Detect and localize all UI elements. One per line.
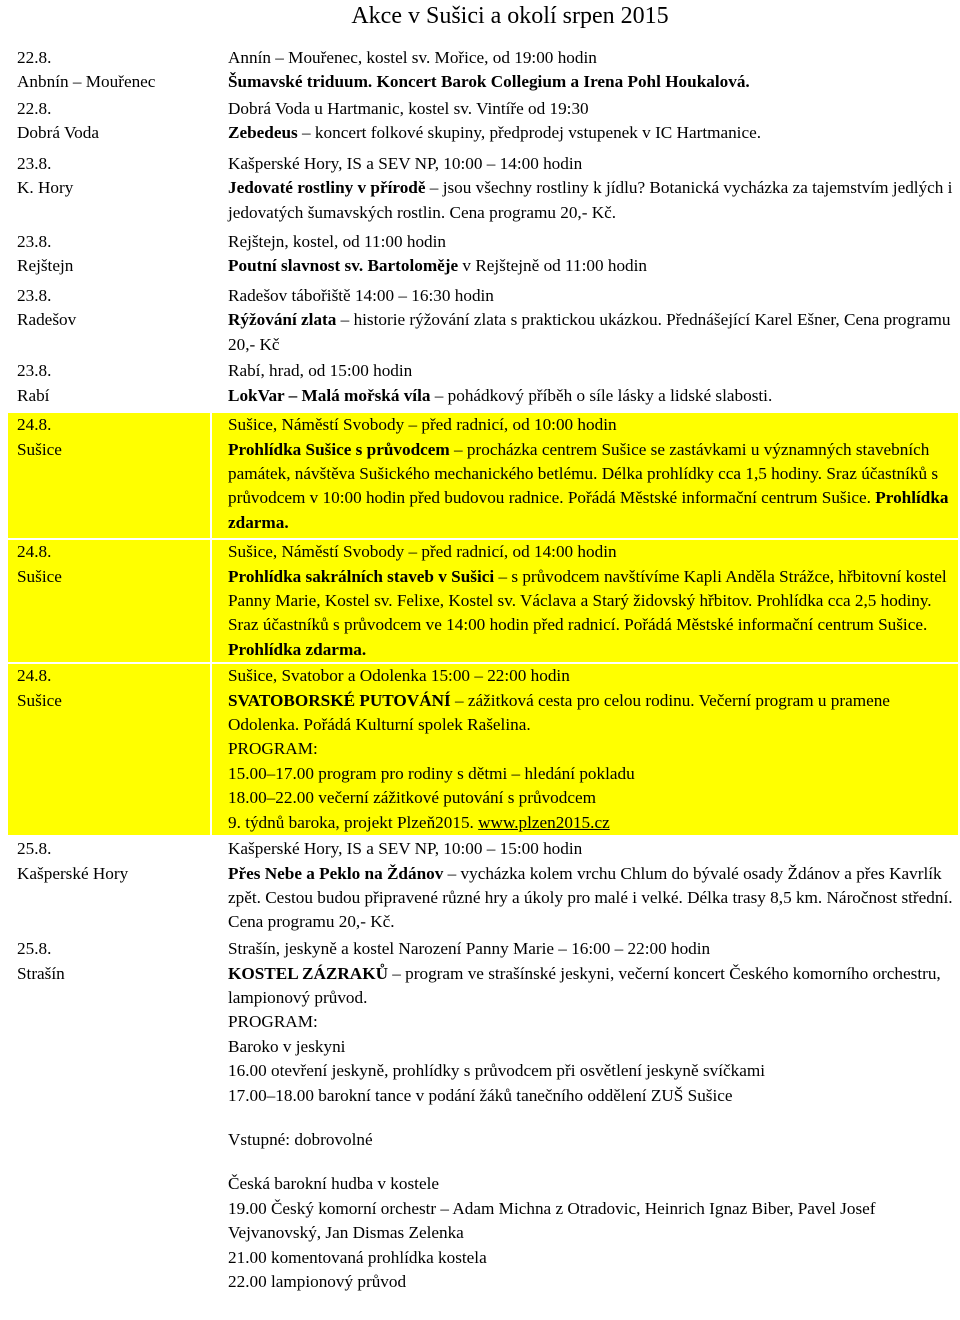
- event-name: LokVar – Malá mořská víla: [228, 385, 431, 405]
- event-date-cell: [7, 45, 211, 96]
- event-place: Strašín: [17, 963, 65, 983]
- program-line: PROGRAM:: [228, 739, 318, 759]
- event-place: Sušice: [17, 439, 62, 459]
- event-date-cell: [7, 151, 211, 229]
- event-desc-text: – program ve strašínské jeskyni, večerní koncert Českého komorního orchestru, lampionový průvod.: [228, 963, 941, 1007]
- event-desc-text: – koncert folkové skupiny, předprodej vstupenek v IC Hartmanice.: [297, 123, 762, 143]
- event-location: Strašín, jeskyně a kostel Narození Panny Marie – 16:00 – 22:00 hodin: [228, 939, 711, 959]
- event-row: [7, 663, 959, 836]
- event-detail-cell: [211, 151, 959, 229]
- program-line: 15.00–17.00 program pro rodiny s dětmi – hledání pokladu: [228, 763, 635, 783]
- event-place: Radešov: [17, 310, 77, 330]
- event-desc-text: – pohádkový příběh o síle lásky a lidské slabosti.: [430, 385, 773, 405]
- event-desc-text: – jsou všechny rostliny k jídlu? Botanická vycházka za tajemstvím jedlých i jedovatých šumavských rostlin. Cena programu 20,- Kč.: [228, 178, 953, 222]
- event-place: K. Hory: [17, 178, 74, 198]
- event-date: 23.8.: [17, 154, 52, 173]
- event-row: [7, 539, 959, 663]
- event-place: Anbnín – Mouřenec: [17, 72, 156, 92]
- event-detail-cell: [211, 836, 959, 936]
- event-detail-cell: [211, 936, 959, 1296]
- page-title: Akce v Sušici a okolí srpen 2015: [351, 3, 669, 29]
- event-row: [7, 151, 959, 229]
- event-date-cell: [7, 936, 211, 1296]
- event-name: Jedovaté rostliny v přírodě: [228, 178, 426, 198]
- event-location: Dobrá Voda u Hartmanic, kostel sv. Vintíře od 19:30: [228, 99, 589, 118]
- event-description: [228, 689, 958, 738]
- event-place: Rejštejn: [17, 256, 74, 276]
- program-line: 18.00–22.00 večerní zážitkové putování s průvodcem: [228, 788, 596, 808]
- event-location: Sušice, Náměstí Svobody – před radnicí, od 10:00 hodin: [228, 415, 617, 435]
- event-place: Sušice: [17, 690, 62, 710]
- event-date: 23.8.: [17, 361, 52, 381]
- event-desc-text: – historie rýžování zlata s praktickou ukázkou. Přednášející Karel Ešner, Cena programu 20,- Kč: [228, 310, 951, 354]
- event-date-cell: [7, 229, 211, 283]
- event-name: KOSTEL ZÁZRAKŮ: [228, 963, 388, 983]
- program-line: 17.00–18.00 barokní tance v podání žáků tanečního oddělení ZUŠ Sušice: [228, 1085, 733, 1105]
- event-name: Rýžování zlata: [228, 310, 337, 330]
- event-name: Poutní slavnost sv. Bartoloměje: [228, 256, 459, 276]
- program-line: 16.00 otevření jeskyně, prohlídky s průvodcem při osvětlení jeskyně svíčkami: [228, 1061, 766, 1081]
- event-desc-text: – zážitková cesta pro celou rodinu. Večerní program u pramene Odolenka. Pořádá Kulturní spolek Rašelina.: [228, 690, 890, 735]
- event-location: Rabí, hrad, od 15:00 hodin: [228, 361, 413, 381]
- event-date-cell: [7, 96, 211, 151]
- event-detail-cell: [211, 283, 959, 358]
- event-detail-cell: [211, 539, 959, 663]
- spacer: [228, 1152, 958, 1172]
- program-line: 22.00 lampionový průvod: [228, 1271, 407, 1291]
- event-detail-cell: [211, 96, 959, 151]
- event-desc-text: v Rejštejně od 11:00 hodin: [458, 256, 648, 276]
- event-name: Přes Nebe a Peklo na Ždánov: [228, 863, 444, 883]
- event-detail-cell: [211, 412, 959, 539]
- event-name: Šumavské triduum. Koncert Barok Collegium a Irena Pohl Houkalová.: [228, 72, 750, 92]
- event-date: 22.8.: [17, 99, 52, 118]
- event-place: Rabí: [17, 385, 50, 405]
- event-row: [7, 836, 959, 936]
- event-location: Radešov tábořiště 14:00 – 16:30 hodin: [228, 286, 494, 305]
- event-date-cell: [7, 663, 211, 836]
- program-line: PROGRAM:: [228, 1012, 318, 1032]
- event-desc-text: – s průvodcem navštívíme Kapli Anděla Strážce, hřbitovní kostel Panny Marie, Kostel sv. Felixe, Kostel sv. Václava a Starý židovský hřbitov. Prohlídka cca 2,5 hodiny. Sraz účastníků s průvodcem ve 14:00 hodin před radnicí. Pořádá Městské informační centrum Sušice.: [228, 566, 947, 635]
- event-location: Kašperské Hory, IS a SEV NP, 10:00 – 15:00 hodin: [228, 839, 583, 859]
- event-place: Dobrá Voda: [17, 123, 99, 143]
- event-date: 25.8.: [17, 939, 52, 959]
- event-row: [7, 45, 959, 96]
- event-description: [228, 176, 958, 225]
- event-row: [7, 936, 959, 1296]
- event-description: [228, 254, 958, 278]
- event-description: [228, 862, 958, 935]
- event-date-cell: [7, 539, 211, 663]
- event-date: 24.8.: [17, 666, 52, 686]
- event-location: Annín – Mouřenec, kostel sv. Mořice, od 19:00 hodin: [228, 48, 597, 67]
- event-date: 25.8.: [17, 839, 52, 859]
- event-row: [7, 283, 959, 358]
- spacer: [228, 1108, 958, 1128]
- event-name: Prohlídka Sušice s průvodcem: [228, 439, 450, 459]
- event-place: Sušice: [17, 566, 62, 586]
- event-description: [228, 438, 958, 536]
- project-text: 9. týdnů baroka, projekt Plzeň2015.: [228, 812, 479, 832]
- event-detail-cell: [211, 663, 959, 836]
- event-detail-cell: [211, 45, 959, 96]
- program-line: 19.00 Český komorní orchestr – Adam Michna z Otradovic, Heinrich Ignaz Biber, Pavel Josef Vejvanovský, Jan Dismas Zelenka: [228, 1198, 876, 1243]
- event-description: [228, 962, 958, 1011]
- event-desc-text: – procházka centrem Sušice se zastávkami u významných stavebních památek, návštěva Sušického mechanického betlému. Délka prohlídky cca 1,5 hodiny. Sraz účastníků s průvodcem v 10:00 hodin před budovou radnice. Pořádá Městské informační centrum Sušice.: [228, 439, 939, 508]
- event-desc-text: – vycházka kolem vrchu Chlum do bývalé osady Ždánov a přes Kavrlík zpět. Cestou budou připravené různé hry a úkoly pro malé i velké. Délka trasy 8,5 km. Náročnost střední. Cena programu 20,- Kč.: [228, 863, 953, 932]
- event-row: [7, 96, 959, 151]
- event-row: [7, 412, 959, 539]
- event-date: 23.8.: [17, 286, 52, 305]
- project-link[interactable]: www.plzen2015.cz: [478, 812, 610, 832]
- program-line: Baroko v jeskyni: [228, 1036, 346, 1056]
- event-date: 23.8.: [17, 232, 52, 251]
- event-date-cell: [7, 412, 211, 539]
- event-name: Prohlídka sakrálních staveb v Sušici: [228, 566, 495, 586]
- event-description: [228, 121, 958, 145]
- event-date: 24.8.: [17, 415, 52, 435]
- event-free-note: Prohlídka zdarma.: [228, 488, 949, 532]
- event-description: [228, 70, 958, 94]
- event-row: [7, 229, 959, 283]
- event-description: [228, 308, 958, 357]
- event-description: [228, 384, 958, 408]
- program-line: 21.00 komentovaná prohlídka kostela: [228, 1247, 487, 1267]
- event-date-cell: [7, 836, 211, 936]
- event-detail-cell: [211, 358, 959, 412]
- events-table: [6, 44, 960, 1297]
- event-location: Rejštejn, kostel, od 11:00 hodin: [228, 232, 447, 251]
- entry-fee: Vstupné: dobrovolné: [228, 1129, 373, 1149]
- project-note: [228, 811, 958, 835]
- event-name: Zebedeus: [228, 123, 298, 143]
- program-line: Česká barokní hudba v kostele: [228, 1174, 439, 1194]
- event-row: [7, 358, 959, 412]
- event-date: 22.8.: [17, 48, 52, 67]
- event-date-cell: [7, 358, 211, 412]
- event-date: 24.8.: [17, 542, 52, 562]
- event-location: Sušice, Náměstí Svobody – před radnicí, od 14:00 hodin: [228, 542, 617, 562]
- event-location: Sušice, Svatobor a Odolenka 15:00 – 22:00 hodin: [228, 666, 570, 686]
- event-name: SVATOBORSKÉ PUTOVÁNÍ: [228, 690, 451, 710]
- event-description: [228, 565, 958, 663]
- event-date-cell: [7, 283, 211, 358]
- event-place: Kašperské Hory: [17, 863, 129, 883]
- event-detail-cell: [211, 229, 959, 283]
- event-location: Kašperské Hory, IS a SEV NP, 10:00 – 14:00 hodin: [228, 154, 583, 173]
- event-free-note: Prohlídka zdarma.: [228, 639, 367, 659]
